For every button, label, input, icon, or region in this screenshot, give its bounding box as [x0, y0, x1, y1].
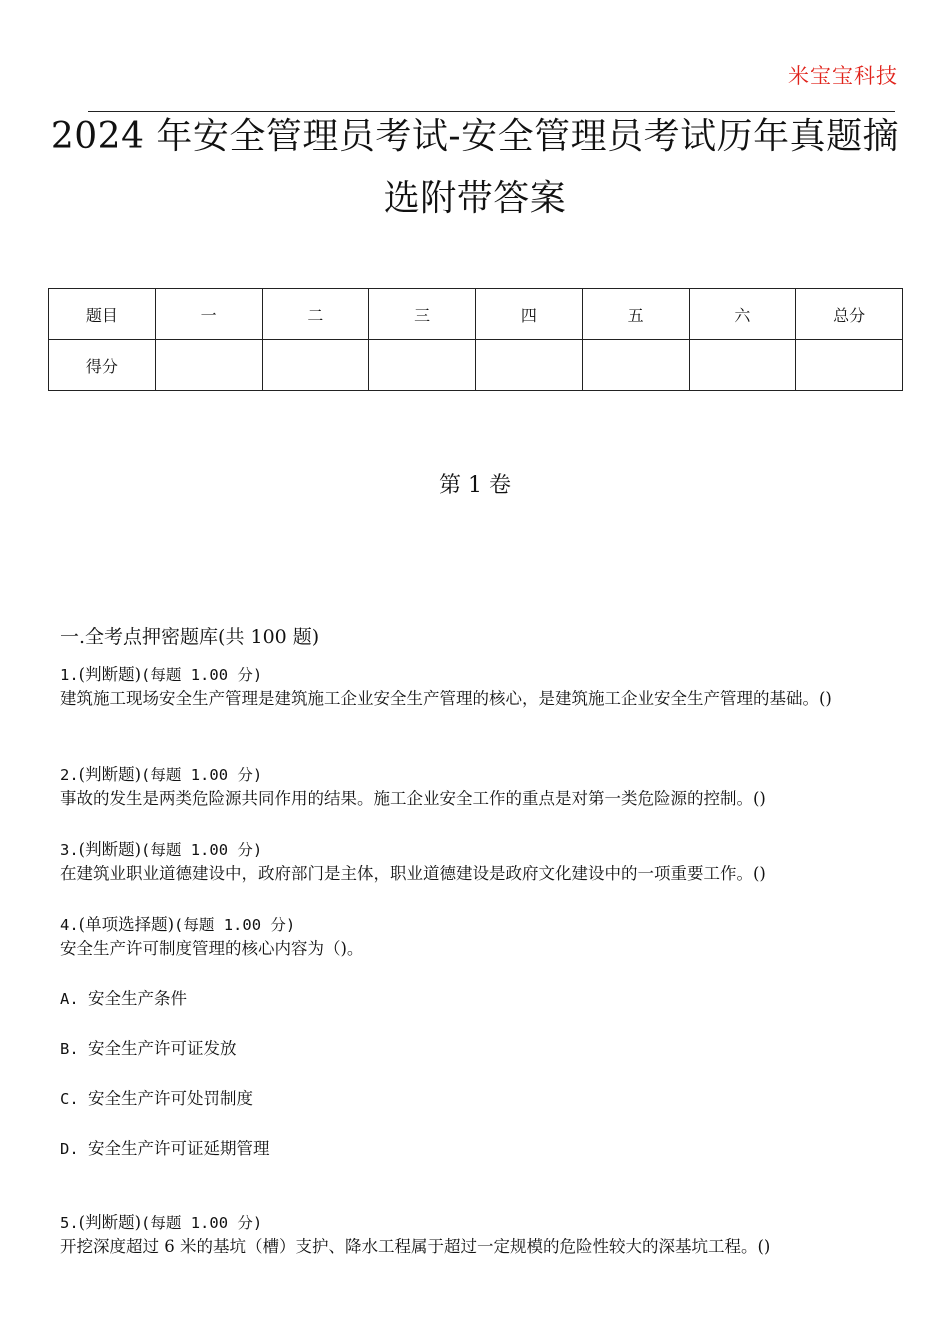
score-cell	[369, 340, 476, 391]
question-header	[60, 913, 900, 937]
question-text: 事故的发生是两类危险源共同作用的结果。施工企业安全工作的重点是对第一类危险源的控制。()	[60, 789, 766, 808]
brand-watermark: 米宝宝科技	[788, 64, 898, 88]
question-2	[60, 763, 900, 811]
score-cell	[796, 340, 903, 391]
question-header	[60, 1211, 900, 1235]
section-title: 一.全考点押密题库(共 100 题)	[60, 626, 320, 648]
question-points: (每题 1.00 分)	[141, 1214, 263, 1232]
volume-label: 第 1 卷	[439, 473, 511, 498]
question-number: 1.	[60, 666, 79, 684]
question-number: 2.	[60, 766, 79, 784]
question-header	[60, 663, 900, 687]
option-letter: B.	[60, 1040, 79, 1058]
score-header-cell: 三	[369, 289, 476, 340]
question-type: (判断题)	[78, 1213, 142, 1232]
option-text: 安全生产许可处罚制度	[88, 1089, 253, 1108]
question-text: 开挖深度超过 6 米的基坑（槽）支护、降水工程属于超过一定规模的危险性较大的深基坑工程。()	[60, 1237, 771, 1256]
score-header-cell: 总分	[796, 289, 903, 340]
option-text: 安全生产许可证延期管理	[88, 1139, 270, 1158]
option-text: 安全生产许可证发放	[88, 1039, 237, 1058]
question-header	[60, 763, 900, 787]
score-table-header-row	[49, 289, 903, 340]
score-cell	[689, 340, 796, 391]
option-letter: C.	[60, 1090, 79, 1108]
option-text: 安全生产条件	[88, 989, 187, 1008]
score-table-score-row	[49, 340, 903, 391]
score-header-cell: 题目	[49, 289, 156, 340]
score-cell	[155, 340, 262, 391]
question-number: 5.	[60, 1214, 79, 1232]
question-3	[60, 838, 900, 886]
option-letter: D.	[60, 1140, 79, 1158]
score-cell	[476, 340, 583, 391]
question-number: 4.	[60, 916, 79, 934]
question-type: (判断题)	[78, 665, 142, 684]
question-text: 在建筑业职业道德建设中，政府部门是主体，职业道德建设是政府文化建设中的一项重要工作。()	[60, 864, 766, 883]
score-header-cell: 二	[262, 289, 369, 340]
question-text: 建筑施工现场安全生产管理是建筑施工企业安全生产管理的核心，是建筑施工企业安全生产管理的基础。()	[60, 689, 832, 708]
option-a	[60, 987, 187, 1011]
question-type: (判断题)	[78, 765, 142, 784]
question-points: (每题 1.00 分)	[141, 766, 263, 784]
question-type: (单项选择题)	[78, 915, 175, 934]
option-c	[60, 1087, 253, 1111]
score-header-cell: 五	[582, 289, 689, 340]
score-header-cell: 六	[689, 289, 796, 340]
option-d	[60, 1137, 270, 1161]
option-b	[60, 1037, 237, 1061]
option-letter: A.	[60, 990, 79, 1008]
question-number: 3.	[60, 841, 79, 859]
score-table	[48, 288, 903, 391]
score-cell	[582, 340, 689, 391]
question-points: (每题 1.00 分)	[174, 916, 296, 934]
document-title: 2024 年安全管理员考试-安全管理员考试历年真题摘选附带答案	[50, 116, 900, 219]
question-text: 安全生产许可制度管理的核心内容为（)。	[60, 939, 364, 958]
question-5	[60, 1211, 900, 1259]
score-header-cell: 一	[155, 289, 262, 340]
question-1	[60, 663, 900, 711]
question-4	[60, 913, 900, 961]
score-header-cell: 四	[476, 289, 583, 340]
question-type: (判断题)	[78, 840, 142, 859]
question-points: (每题 1.00 分)	[141, 841, 263, 859]
question-points: (每题 1.00 分)	[141, 666, 263, 684]
question-header	[60, 838, 900, 862]
score-row-label: 得分	[49, 340, 156, 391]
score-cell	[262, 340, 369, 391]
